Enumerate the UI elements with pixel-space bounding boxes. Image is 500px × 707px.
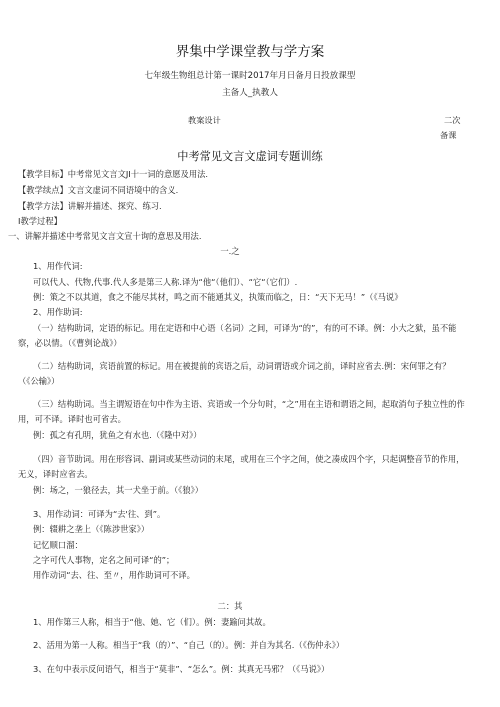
key-line: 【教学续点】文言文虚词不同语境中的含义. <box>18 185 179 195</box>
zhi-p8: 例：孤之有孔明，犹鱼之有水也.（《隆中对》） <box>33 430 202 440</box>
zhi-p4: 2、用作助词: <box>33 307 83 317</box>
section-heading-qi: 二：其 <box>217 601 243 611</box>
zhi-p15: 用作动词“去、往、至〃，用作助词可不译。 <box>33 570 195 580</box>
zhi-p5: （一）结构助词，定语的标记。用在定语和中心语（名词）之间，可译为“的”，有的可不译。例：小大之狱，虽不能察，必以情。（《曹刿论战》） <box>18 323 457 348</box>
lesson-info: 七年级生物组总计第一课时2017年月日备月日投放课型 <box>144 71 356 81</box>
second-prep-label-2: 备课 <box>440 130 457 140</box>
zhi-p1: 1、用作代词: <box>33 261 83 271</box>
page-title: 界集中学课堂教与学方案 <box>175 44 325 60</box>
zhi-p14: 之字可代人事物，定名之间可译“的”； <box>33 555 175 565</box>
zhi-p9: （四）音节助词。用在形容词、副词或某些动词的末尾，或用在三个字之间，使之凑成四个字，只起调整音节的作用，无义，译时应省去。 <box>18 454 465 479</box>
zhi-p10: 例：场之，一狼径去，其一犬坐于前。（《狼》） <box>33 485 204 495</box>
zhi-p6: （二）结构助词，宾语前置的标记。用在被提前的宾语之后，动词谓语或介词之前，译时应省去.例：宋何罪之有？（《公输》） <box>18 361 451 386</box>
zhi-p13: 记忆顺口溜： <box>33 540 83 550</box>
qi-p2: 2、活用为第一人称。相当于“我（的）”、“自己（的）。例：并自为其名.（《伤仲永》） <box>33 640 345 650</box>
intro-line: 一、讲解并描述中考常见文言文宣十询的意思及用法. <box>8 231 202 241</box>
zhi-p7: （三）结构助词。当主谓短语在句中作为主语、宾语或一个分句时，“之”用在主语和谓语之间，起取消句子独立性的作用，可不译。译时也可省去。 <box>18 399 465 424</box>
goal-line: 【教学目标】中考常见文言文JI十一词的意愿及用法. <box>18 169 209 179</box>
zhi-p2: 可以代人、代物,代事.代人多是第三人称.译为“他“（他们）、“它“（它们）. <box>33 277 298 287</box>
method-line: 【教学方法】讲解并描述、探究、练习. <box>18 201 162 211</box>
qi-p3: 3、在句中表示反问语气，相当于“莫非”、“怎么”。例：其真无马邪？（《马说》） <box>33 664 330 674</box>
preparer-line: 主备人_执教人 <box>222 88 278 98</box>
section-heading-zhi: 一.之 <box>220 246 240 256</box>
zhi-p11: 3、用作动词：可译为“去'往、到”。 <box>33 509 166 519</box>
qi-p1: 1、用作第三人称，相当于“他、她、它（们）。例：妻踰问其故。 <box>33 617 271 627</box>
zhi-p3: 例：策之不以其道，食之不能尽其材，鸣之而不能通其义，执策而临之，日：“天下无马！”（《马说》 <box>33 292 403 302</box>
zhi-p12: 例：辍耕之垄上（《陈涉世家》） <box>33 524 150 534</box>
second-prep-label-1: 二次 <box>444 115 461 125</box>
design-label: 教案设计 <box>188 115 221 125</box>
process-line: I教学过程】 <box>18 216 62 226</box>
lesson-title: 中考常见文言文虚词专题训练 <box>177 150 323 163</box>
